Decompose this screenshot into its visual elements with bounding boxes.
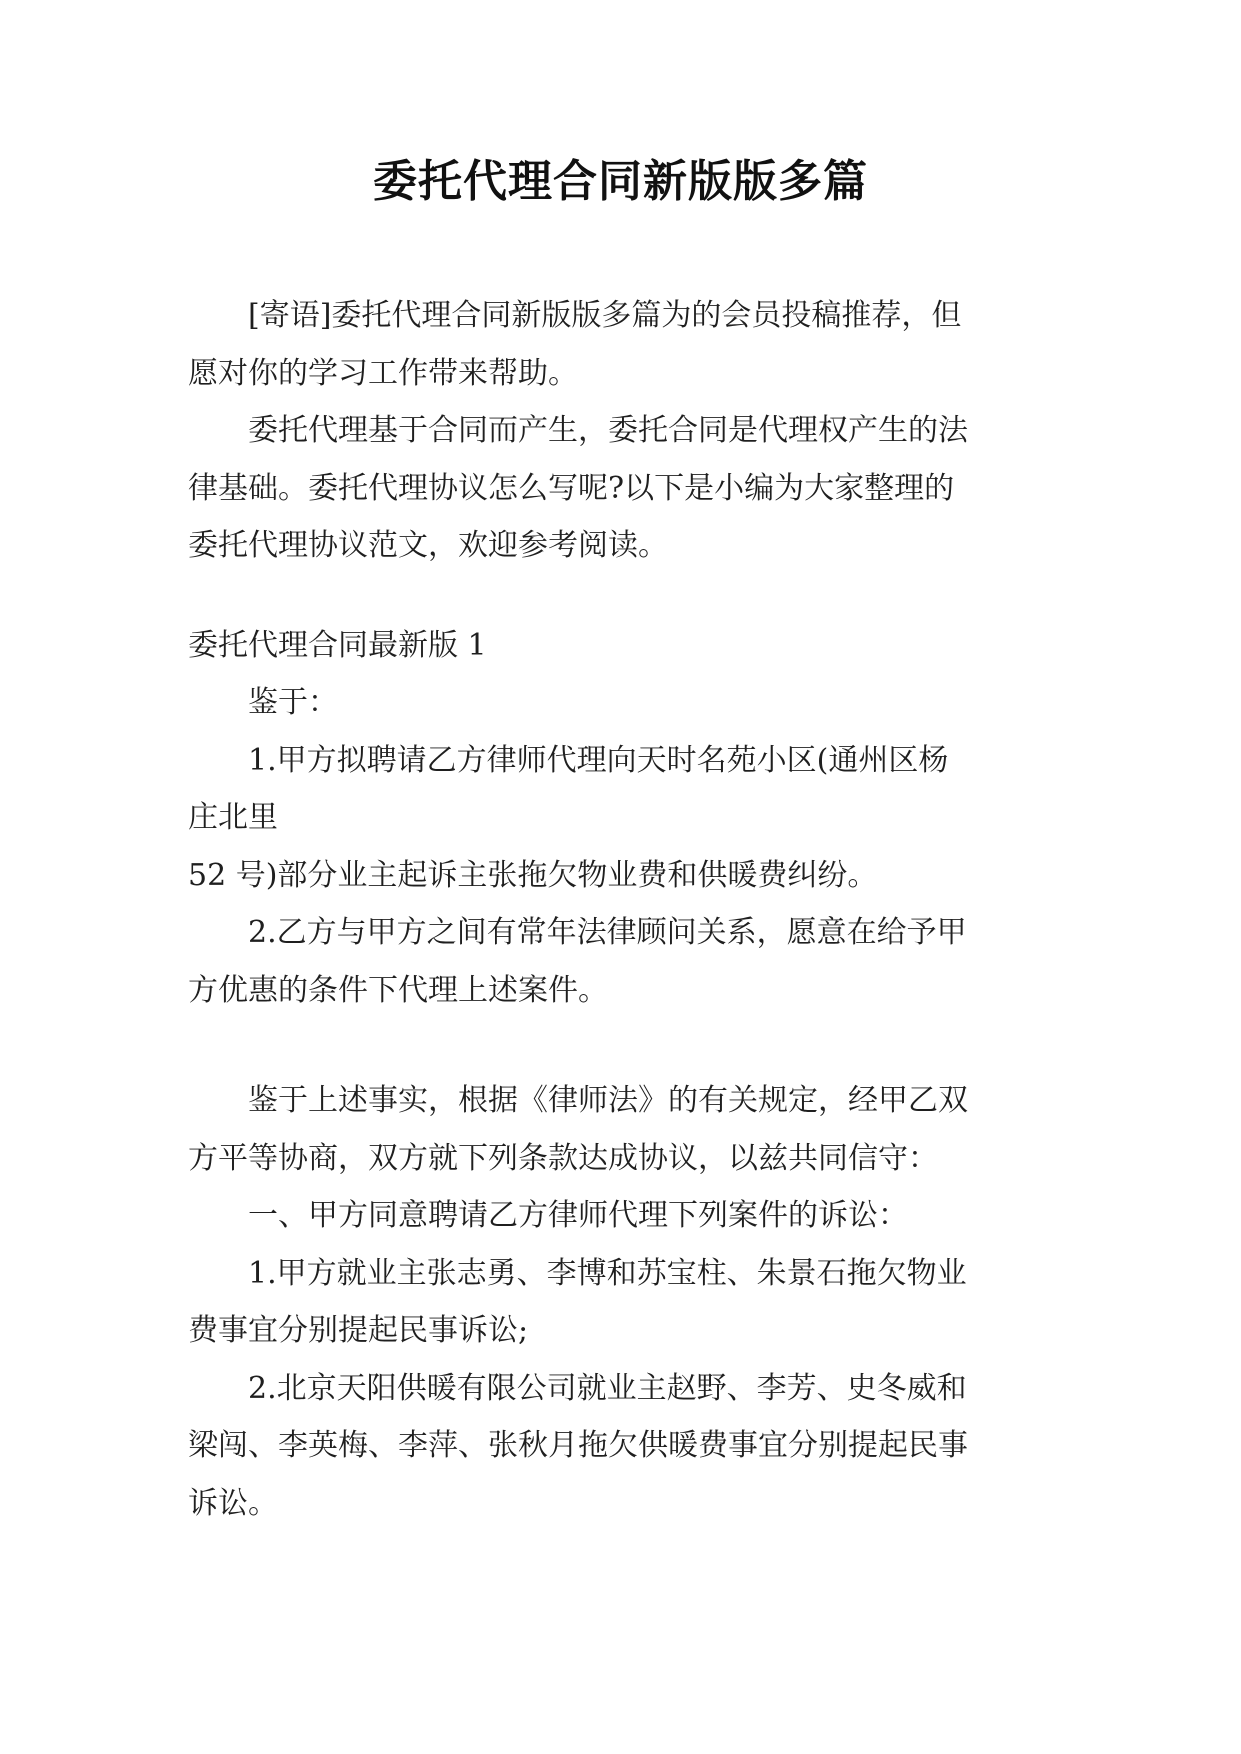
whereas-label: 鉴于：	[248, 685, 338, 720]
case-line: 2.北京天阳供暖有限公司就业主赵野、李芳、史冬威和	[248, 1370, 967, 1406]
item-line: 2.乙方与甲方之间有常年法律顾问关系，愿意在给予甲	[248, 915, 967, 950]
item-line: 1.甲方拟聘请乙方律师代理向天时名苑小区(通州区杨	[248, 742, 949, 778]
document-body	[188, 287, 1054, 1532]
case-line: 梁闯、李英梅、李萍、张秋月拖欠供暖费事宜分别提起民事	[188, 1428, 968, 1463]
case-item	[188, 1245, 1054, 1360]
section-heading: 委托代理合同最新版 1	[188, 627, 487, 663]
whereas-item	[188, 904, 1054, 1019]
paragraph-line: 鉴于上述事实，根据《律师法》的有关规定，经甲乙双	[248, 1083, 968, 1118]
case-item	[188, 1360, 1054, 1533]
document-title: 委托代理合同新版版多篇	[373, 156, 868, 207]
paragraph	[188, 402, 1054, 575]
paragraph-line: 委托代理协议范文，欢迎参考阅读。	[188, 528, 668, 563]
item-line: 52 号)部分业主起诉主张拖欠物业费和供暖费纠纷。	[188, 857, 878, 893]
paragraph-line: 方平等协商，双方就下列条款达成协议，以兹共同信守：	[188, 1140, 938, 1176]
case-line: 诉讼。	[188, 1485, 278, 1521]
item-line: 方优惠的条件下代理上述案件。	[188, 972, 608, 1008]
agreement-paragraph	[188, 1072, 1054, 1187]
intro-line: 愿对你的学习工作带来帮助。	[188, 355, 578, 391]
paragraph-line: 律基础。委托代理协议怎么写呢?以下是小编为大家整理的	[188, 470, 955, 506]
intro-line: [寄语]委托代理合同新版版多篇为的会员投稿推荐，但	[248, 298, 962, 333]
intro-paragraph	[188, 287, 1054, 402]
whereas-item	[188, 732, 1054, 905]
clause-heading: 一、甲方同意聘请乙方律师代理下列案件的诉讼：	[248, 1198, 908, 1233]
case-line: 1.甲方就业主张志勇、李博和苏宝柱、朱景石拖欠物业	[248, 1255, 967, 1291]
case-line: 费事宜分别提起民事诉讼;	[188, 1313, 529, 1348]
item-line: 庄北里	[188, 800, 278, 835]
spacer	[188, 575, 1054, 617]
spacer	[188, 1019, 1054, 1072]
paragraph-line: 委托代理基于合同而产生，委托合同是代理权产生的法	[248, 413, 968, 448]
